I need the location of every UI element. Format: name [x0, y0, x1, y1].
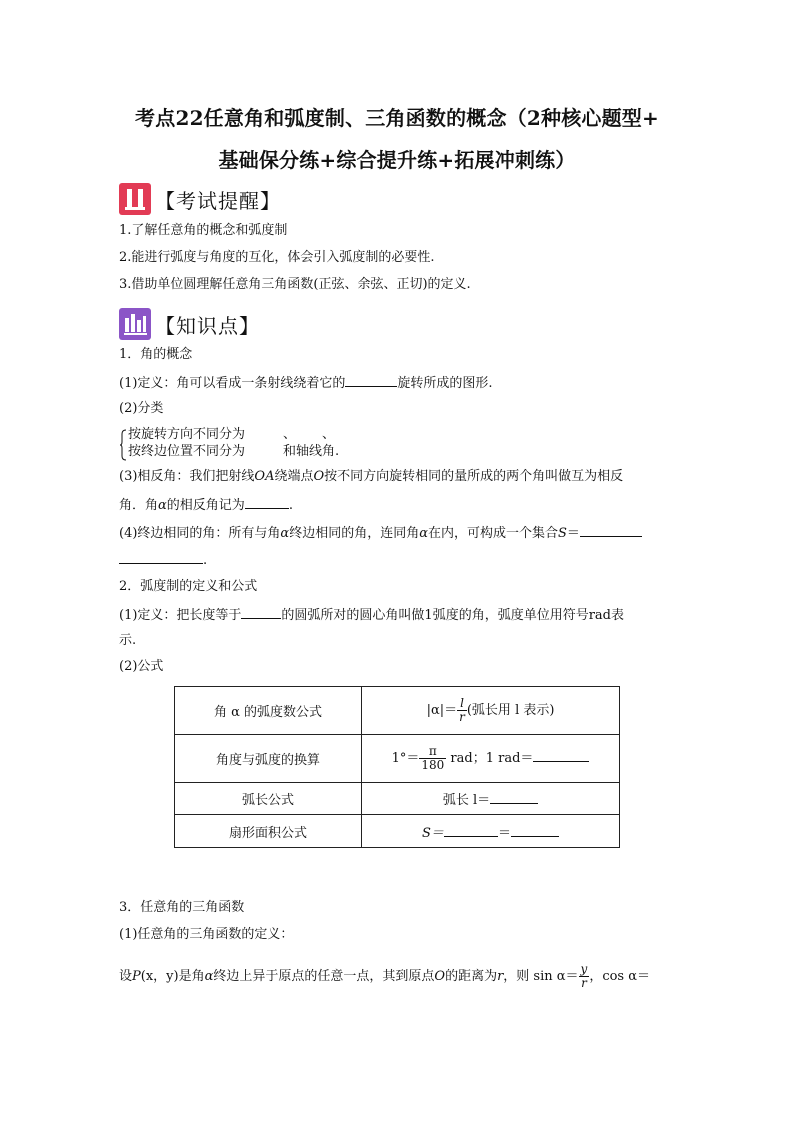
table-cell: 弧长 l＝ [362, 783, 620, 815]
bar-chart-icon [119, 308, 151, 340]
section-knowledge-header [119, 306, 260, 342]
heading-radian: 2．弧度制的定义和公式 [119, 579, 258, 594]
section-exam-reminder-header [119, 181, 281, 217]
table-cell: 扇形面积公式 [175, 815, 362, 848]
table-row [175, 815, 620, 848]
table-cell: S＝ ＝ [362, 815, 620, 848]
table-cell: |α|＝ $\frac{l}{r}$ (弧长用 l 表示) [362, 687, 620, 735]
brace-line-rotation: 按旋转方向不同分为 、 、 [128, 427, 336, 442]
table-row [175, 687, 620, 735]
paragraph-radian-definition-cont: 示. [119, 633, 137, 648]
paragraph-definition: (1)定义：角可以看成一条射线绕着它的 旋转所成的图形. [119, 373, 493, 393]
paragraph-opposite-angle: (3)相反角：我们把射线OA绕端点O按不同方向旋转相同的量所成的两个角叫做互为相反 [119, 469, 624, 484]
paragraph-coterminal: (4)终边相同的角：所有与角α终边相同的角，连同角α在内，可构成一个集合S＝ [119, 523, 642, 543]
page-title-line1: 考点22任意角和弧度制、三角函数的概念（2种核心题型+ [135, 106, 659, 130]
reminder-item: 1.了解任意角的概念和弧度制 [119, 223, 288, 238]
paragraph-trig-definition: (1)任意角的三角函数的定义： [119, 927, 294, 942]
table-cell: 角度与弧度的换算 [175, 735, 362, 783]
table-row [175, 783, 620, 815]
reminder-item: 3.借助单位圆理解任意角三角函数(正弦、余弦、正切)的定义. [119, 277, 471, 292]
heading-trig-functions: 3．任意角的三角函数 [119, 900, 245, 915]
section-label: 【考试提醒】 [155, 188, 281, 213]
paragraph-classification: (2)分类 [119, 401, 164, 416]
table-row [175, 735, 620, 783]
exam-reminder-icon [119, 183, 151, 215]
heading-angle-concept: 1．角的概念 [119, 347, 193, 362]
table-cell: 弧长公式 [175, 783, 362, 815]
table-cell: 角 α 的弧度数公式 [175, 687, 362, 735]
brace-line-terminal-side: 按终边位置不同分为 和轴线角. [128, 444, 340, 459]
reminder-item: 2.能进行弧度与角度的互化，体会引入弧度制的必要性. [119, 250, 435, 265]
page-title-line2: 基础保分练+综合提升练+拓展冲刺练） [218, 148, 576, 172]
paragraph-opposite-angle-cont: 角．角α的相反角记为 . [119, 495, 293, 515]
paragraph-formula: (2)公式 [119, 659, 164, 674]
formula-table [174, 686, 620, 848]
table-cell: 1°＝ $\frac{\pi}{180}$ rad；1 rad＝ [362, 735, 620, 783]
paragraph-trig-formula: 设P(x，y)是角α终边上异于原点的任意一点，其到原点O的距离为r，则 sin α＝ $\frac{y}{r}$ ，cos α＝ [119, 962, 651, 990]
paragraph-coterminal-cont: . [119, 550, 207, 570]
section-label: 【知识点】 [155, 313, 260, 338]
paragraph-radian-definition: (1)定义：把长度等于 的圆弧所对的圆心角叫做1弧度的角，弧度单位用符号rad表 [119, 605, 624, 625]
